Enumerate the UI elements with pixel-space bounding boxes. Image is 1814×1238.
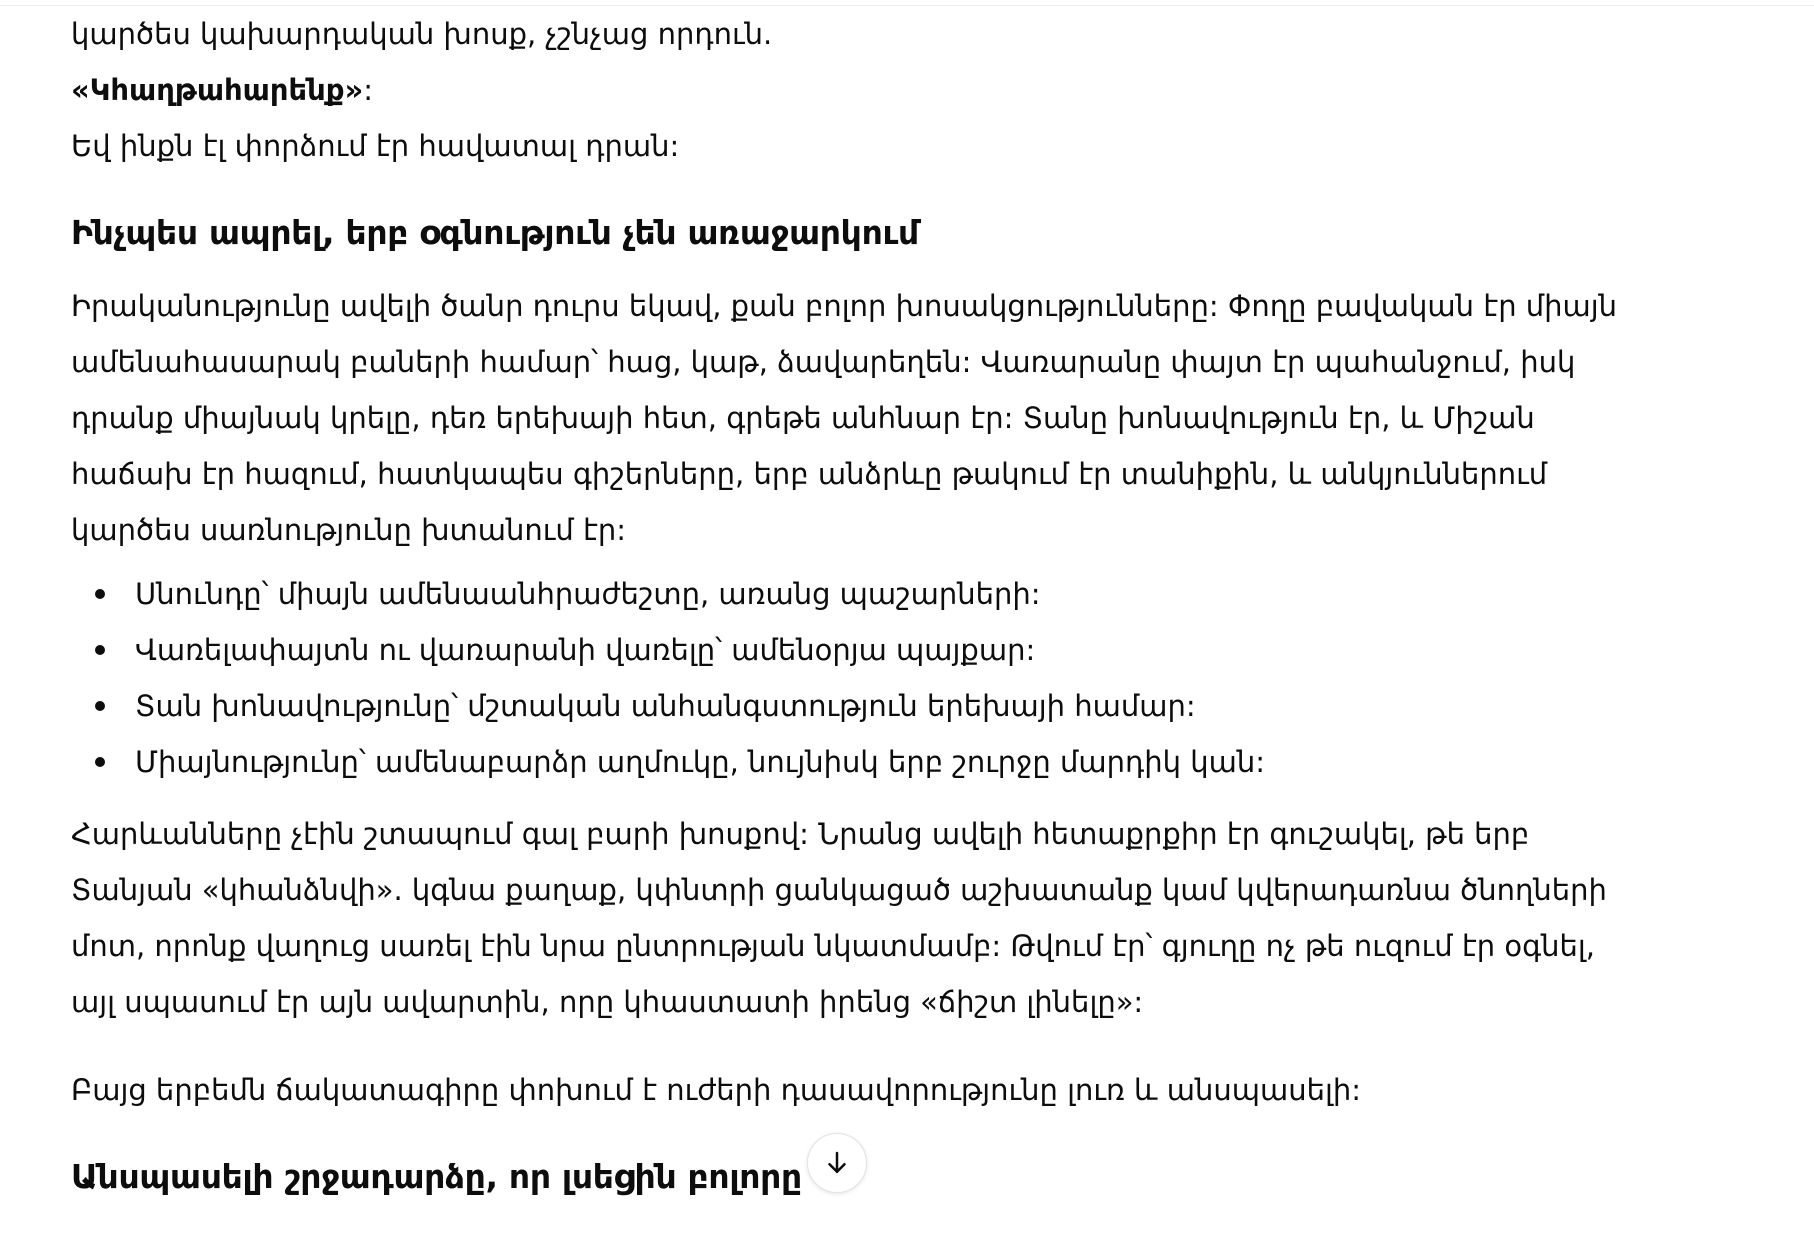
- quote-colon: :: [363, 73, 374, 107]
- paragraph-line: Տանյան «կհանձնվի». կգնա քաղաք, կփնտրի ցանկացած աշխատանք կամ կվերադառնա ծնողների: [71, 873, 1607, 907]
- quote-line: [71, 72, 373, 108]
- list-item: Սնունդը՝ միայն ամենաանհրաժեշտը, առանց պաշարների:: [135, 577, 1041, 611]
- paragraph-line: Իրականությունը ավելի ծանր դուրս եկավ, քան բոլոր խոսակցությունները: Փողը բավական էր միայն: [71, 289, 1618, 323]
- list-bullet: [95, 645, 105, 655]
- list-bullet: [95, 701, 105, 711]
- arrow-down-icon: [822, 1148, 852, 1178]
- paragraph-line: կարծես սառնությունը խտանում էր:: [71, 513, 627, 547]
- intro-line: Եվ ինքն էլ փորձում էր հավատալ դրան:: [71, 129, 680, 163]
- scroll-to-bottom-button[interactable]: [807, 1133, 867, 1193]
- quote-bold: «Կհաղթահարենք»: [71, 73, 364, 107]
- list-item: Տան խոնավությունը՝ մշտական անհանգստություն երեխայի համար:: [135, 689, 1196, 723]
- paragraph-line: այլ սպասում էր այն ավարտին, որը կհաստատի իրենց «ճիշտ լինելը»:: [71, 985, 1144, 1019]
- paragraph-line: հաճախ էր հազում, հատկապես գիշերները, երբ անձրևը թակում էր տանիքին, և անկյուններում: [71, 457, 1548, 491]
- paragraph-line: մոտ, որոնք վաղուց սառել էին նրա ընտրության նկատմամբ: Թվում էր՝ գյուղը ոչ թե ուզում էր օգնել,: [71, 929, 1596, 963]
- list-bullet: [95, 757, 105, 767]
- paragraph-line: Հարևանները չէին շտապում գալ բարի խոսքով: Նրանց ավելի հետաքրքիր էր գուշակել, թե երբ: [71, 817, 1530, 851]
- list-bullet: [95, 589, 105, 599]
- list-item: Միայնությունը՝ ամենաբարձր աղմուկը, նույնիսկ երբ շուրջը մարդիկ կան:: [135, 745, 1266, 779]
- paragraph-line: դրանք միայնակ կրելը, դեռ երեխայի հետ, գրեթե անհնար էր: Տանը խոնավություն էր, և Միշան: [71, 401, 1535, 435]
- list-item: Վառելափայտն ու վառարանի վառելը՝ ամենօրյա պայքար:: [135, 633, 1036, 667]
- section-heading: Ինչպես ապրել, երբ օգնություն չեն առաջարկում: [71, 213, 919, 252]
- paragraph-line: ամենահասարակ բաների համար՝ հաց, կաթ, ձավարեղեն: Վառարանը փայտ էր պահանջում, իսկ: [71, 345, 1576, 379]
- intro-line: կարծես կախարդական խոսք, չշնչաց որդուն.: [71, 17, 773, 51]
- top-divider: [0, 0, 1814, 6]
- paragraph-line: Բայց երբեմն ճակատագիրը փոխում է ուժերի դասավորությունը լուռ և անսպասելի:: [71, 1073, 1362, 1107]
- section-heading: Անսպասելի շրջադարձը, որ լսեցին բոլորը: [71, 1157, 802, 1196]
